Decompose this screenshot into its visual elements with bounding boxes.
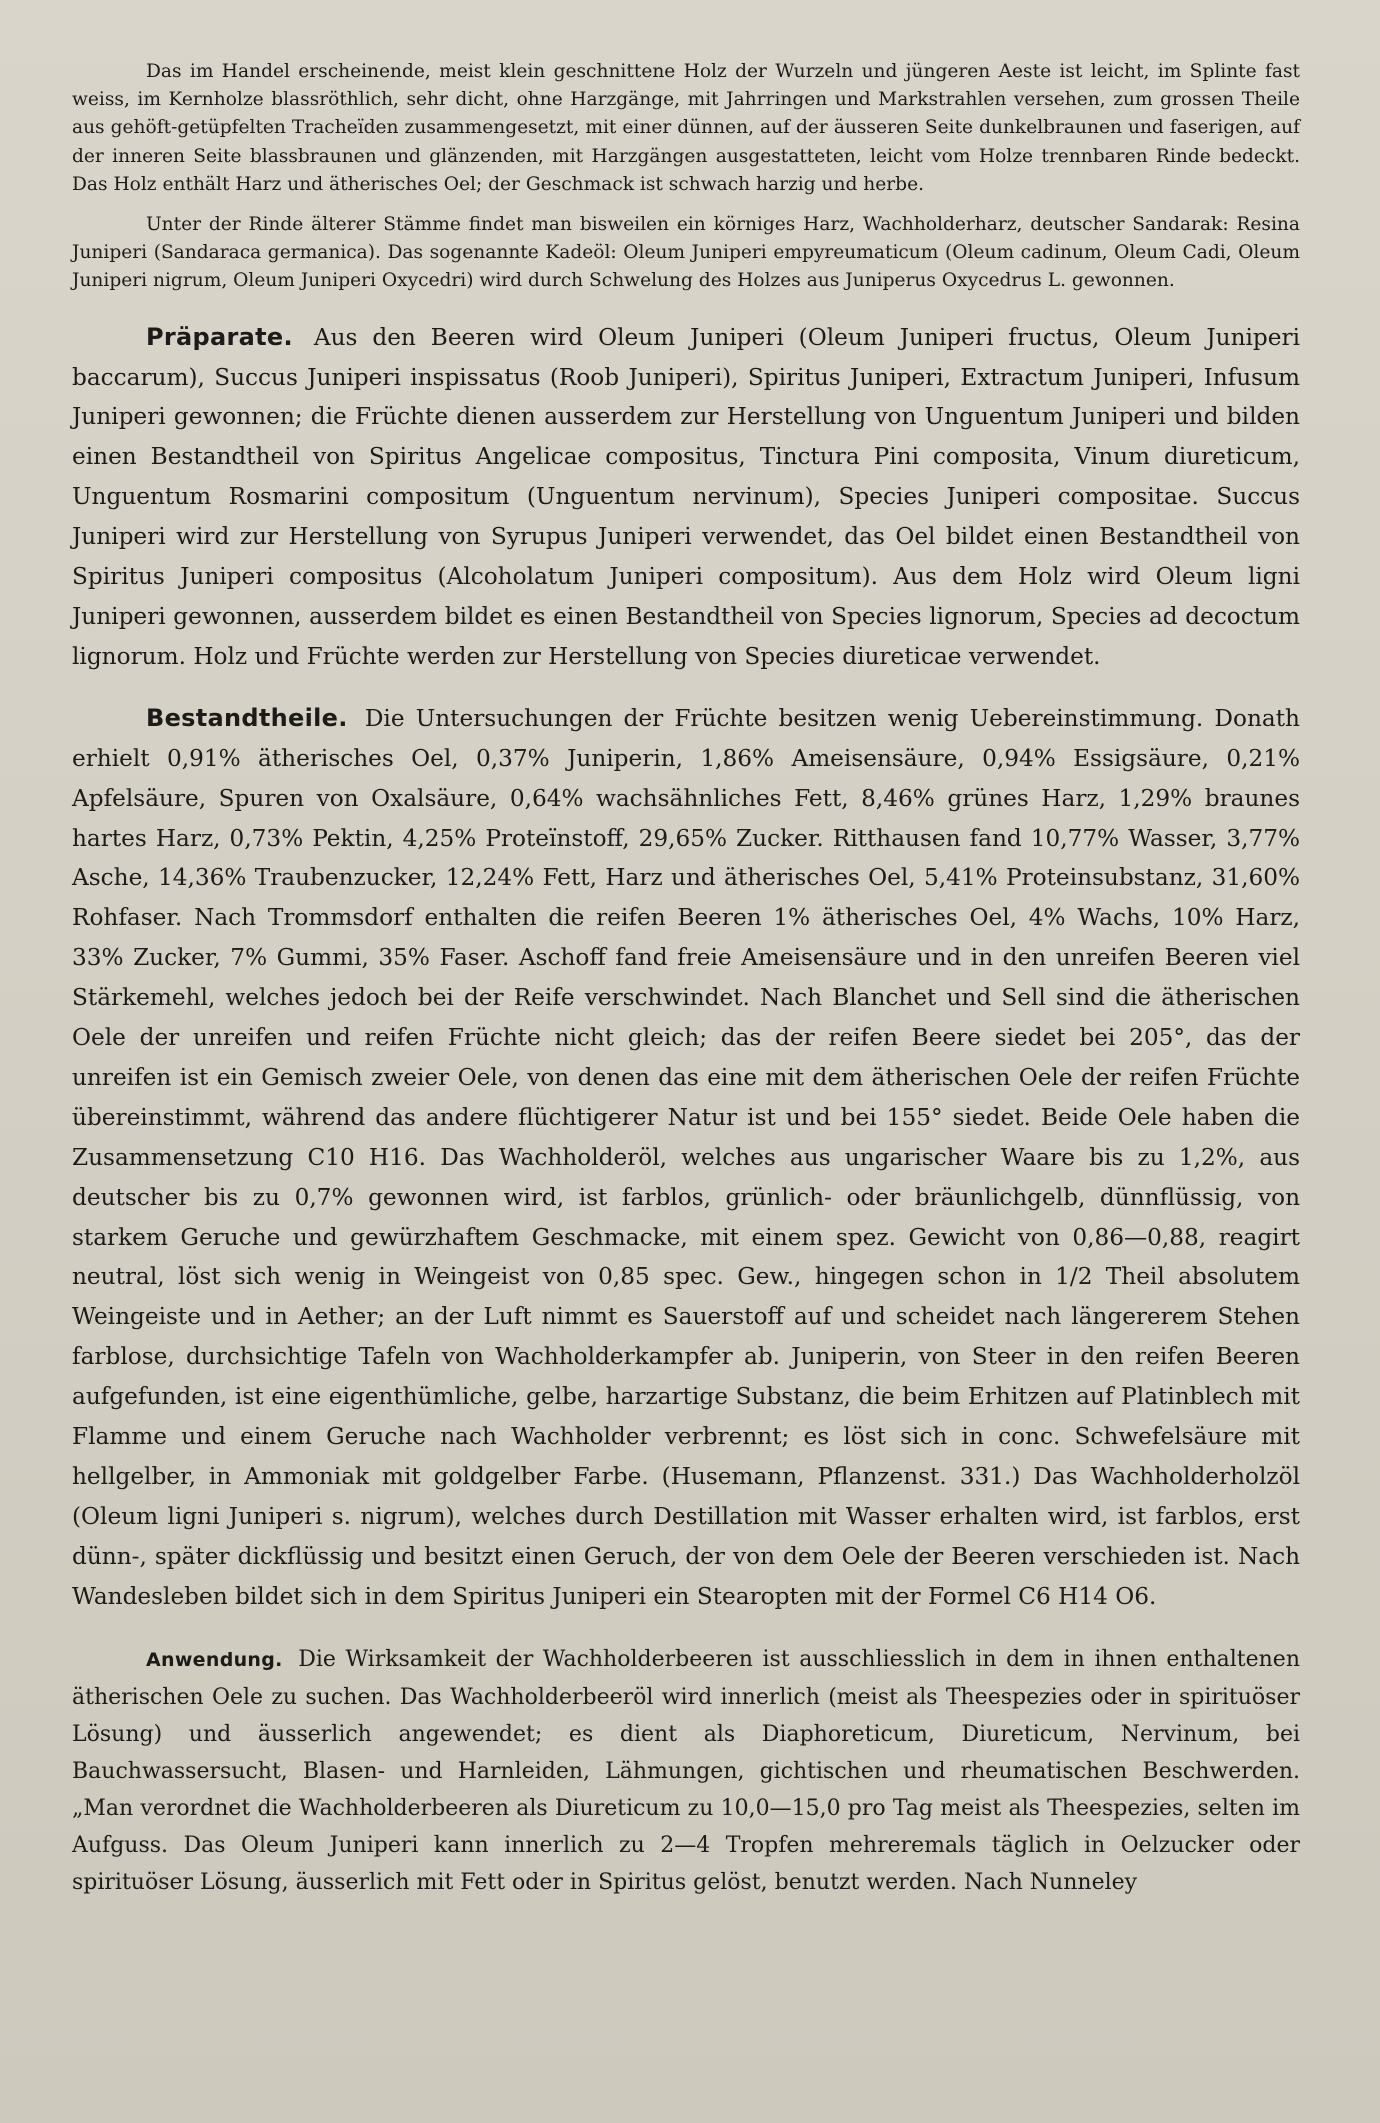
section-anwendung xyxy=(72,1641,1300,1901)
section-text-anwendung: Die Wirksamkeit der Wachholderbeeren ist ausschliesslich in dem in ihnen enthaltenen ätherischen Oele zu suchen. Das Wachholderbeeröl wird innerlich (meist als Theespezies oder in spirituöser Lösung) und äusserlich angewendet; es dient als Diaphoreticum, Diureticum, Nervinum, bei Bauchwassersucht, Blasen- und Harnleiden, Lähmungen, gichtischen und rheumatischen Beschwerden. „Man verordnet die Wachholderbeeren als Diureticum zu 10,0—15,0 pro Tag meist als Theespezies, selten im Aufguss. Das Oleum Juniperi kann innerlich zu 2—4 Tropfen mehreremals täglich in Oelzucker oder spirituöser Lösung, äusserlich mit Fett oder in Spiritus gelöst, benutzt werden. Nach Nunneley xyxy=(72,1646,1300,1895)
section-text-bestandtheile: Die Untersuchungen der Früchte besitzen wenig Uebereinstimmung. Donath erhielt 0,91% ätherisches Oel, 0,37% Juniperin, 1,86% Ameisensäure, 0,94% Essigsäure, 0,21% Apfelsäure, Spuren von Oxalsäure, 0,64% wachsähnliches Fett, 8,46% grünes Harz, 1,29% braunes hartes Harz, 0,73% Pektin, 4,25% Proteïnstoff, 29,65% Zucker. Ritthausen fand 10,77% Wasser, 3,77% Asche, 14,36% Traubenzucker, 12,24% Fett, Harz und ätherisches Oel, 5,41% Proteinsubstanz, 31,60% Rohfaser. Nach Trommsdorf enthalten die reifen Beeren 1% ätherisches Oel, 4% Wachs, 10% Harz, 33% Zucker, 7% Gummi, 35% Faser. Aschoff fand freie Ameisensäure und in den unreifen Beeren viel Stärkemehl, welches jedoch bei der Reife verschwindet. Nach Blanchet und Sell sind die ätherischen Oele der unreifen und reifen Früchte nicht gleich; das der reifen Beere siedet bei 205°, das der unreifen ist ein Gemisch zweier Oele, von denen das eine mit dem ätherischen Oele der reifen Früchte übereinstimmt, während das andere flüchtigerer Natur ist und bei 155° siedet. Beide Oele haben die Zusammensetzung C10 H16. Das Wachholderöl, welches aus ungarischer Waare bis zu 1,2%, aus deutscher bis zu 0,7% gewonnen wird, ist farblos, grünlich- oder bräunlichgelb, dünnflüssig, von starkem Geruche und gewürzhaftem Geschmacke, mit einem spez. Gewicht von 0,86—0,88, reagirt neutral, löst sich wenig in Weingeist von 0,85 spec. Gew., hingegen schon in 1/2 Theil absolutem Weingeiste und in Aether; an der Luft nimmt es Sauerstoff auf und scheidet nach längererem Stehen farblose, durchsichtige Tafeln von Wachholderkampfer ab. Juniperin, von Steer in den reifen Beeren aufgefunden, ist eine eigenthümliche, gelbe, harzartige Substanz, die beim Erhitzen auf Platinblech mit Flamme und einem Geruche nach Wachholder verbrennt; es löst sich in conc. Schwefelsäure mit hellgelber, in Ammoniak mit goldgelber Farbe. (Husemann, Pflanzenst. 331.) Das Wachholderholzöl (Oleum ligni Juniperi s. nigrum), welches durch Destillation mit Wasser erhalten wird, ist farblos, erst dünn-, später dickflüssig und besitzt einen Geruch, der von dem Oele der Beeren verschieden ist. Nach Wandesleben bildet sich in dem Spiritus Juniperi ein Stearopten mit der Formel C6 H14 O6. xyxy=(72,704,1300,1610)
section-heading-bestandtheile: Bestandtheile. xyxy=(146,703,348,732)
section-heading-anwendung: Anwendung. xyxy=(146,1648,283,1671)
section-bestandtheile xyxy=(72,699,1300,1617)
section-text-praeparate: Aus den Beeren wird Oleum Juniperi (Oleum Juniperi fructus, Oleum Juniperi baccarum), Succus Juniperi inspissatus (Roob Juniperi), Spiritus Juniperi, Extractum Juniperi, Infusum Juniperi gewonnen; die Früchte dienen ausserdem zur Herstellung von Unguentum Juniperi und bilden einen Bestandtheil von Spiritus Angelicae compositus, Tinctura Pini composita, Vinum diureticum, Unguentum Rosmarini compositum (Unguentum nervinum), Species Juniperi compositae. Succus Juniperi wird zur Herstellung von Syrupus Juniperi verwendet, das Oel bildet einen Bestandtheil von Spiritus Juniperi compositus (Alcoholatum Juniperi compositum). Aus dem Holz wird Oleum ligni Juniperi gewonnen, ausserdem bildet es einen Bestandtheil von Species lignorum, Species ad decoctum lignorum. Holz und Früchte werden zur Herstellung von Species diureticae verwendet. xyxy=(72,323,1300,670)
intro-paragraph-resin: Unter der Rinde älterer Stämme findet man bisweilen ein körniges Harz, Wachholderharz, deutscher Sandarak: Resina Juniperi (Sandaraca germanica). Das sogenannte Kadeöl: Oleum Juniperi empyreumaticum (Oleum cadinum, Oleum Cadi, Oleum Juniperi nigrum, Oleum Juniperi Oxycedri) wird durch Schwelung des Holzes aus Juniperus Oxycedrus L. gewonnen. xyxy=(72,214,1300,292)
section-heading-praeparate: Präparate. xyxy=(146,322,293,351)
intro-paragraph-wood: Das im Handel erscheinende, meist klein geschnittene Holz der Wurzeln und jüngeren Aeste ist leicht, im Splinte fast weiss, im Kernholze blassröthlich, sehr dicht, ohne Harzgänge, mit Jahrringen und Markstrahlen versehen, zum grossen Theile aus gehöft-getüpfelten Tracheïden zusammengesetzt, mit einer dünnen, auf der äusseren Seite dunkelbraunen und faserigen, auf der inneren Seite blassbraunen und glänzenden, mit Harzgängen ausgestatteten, leicht vom Holze trennbaren Rinde bedeckt. Das Holz enthält Harz und ätherisches Oel; der Geschmack ist schwach harzig und herbe. xyxy=(72,61,1300,195)
section-praeparate xyxy=(72,318,1300,677)
